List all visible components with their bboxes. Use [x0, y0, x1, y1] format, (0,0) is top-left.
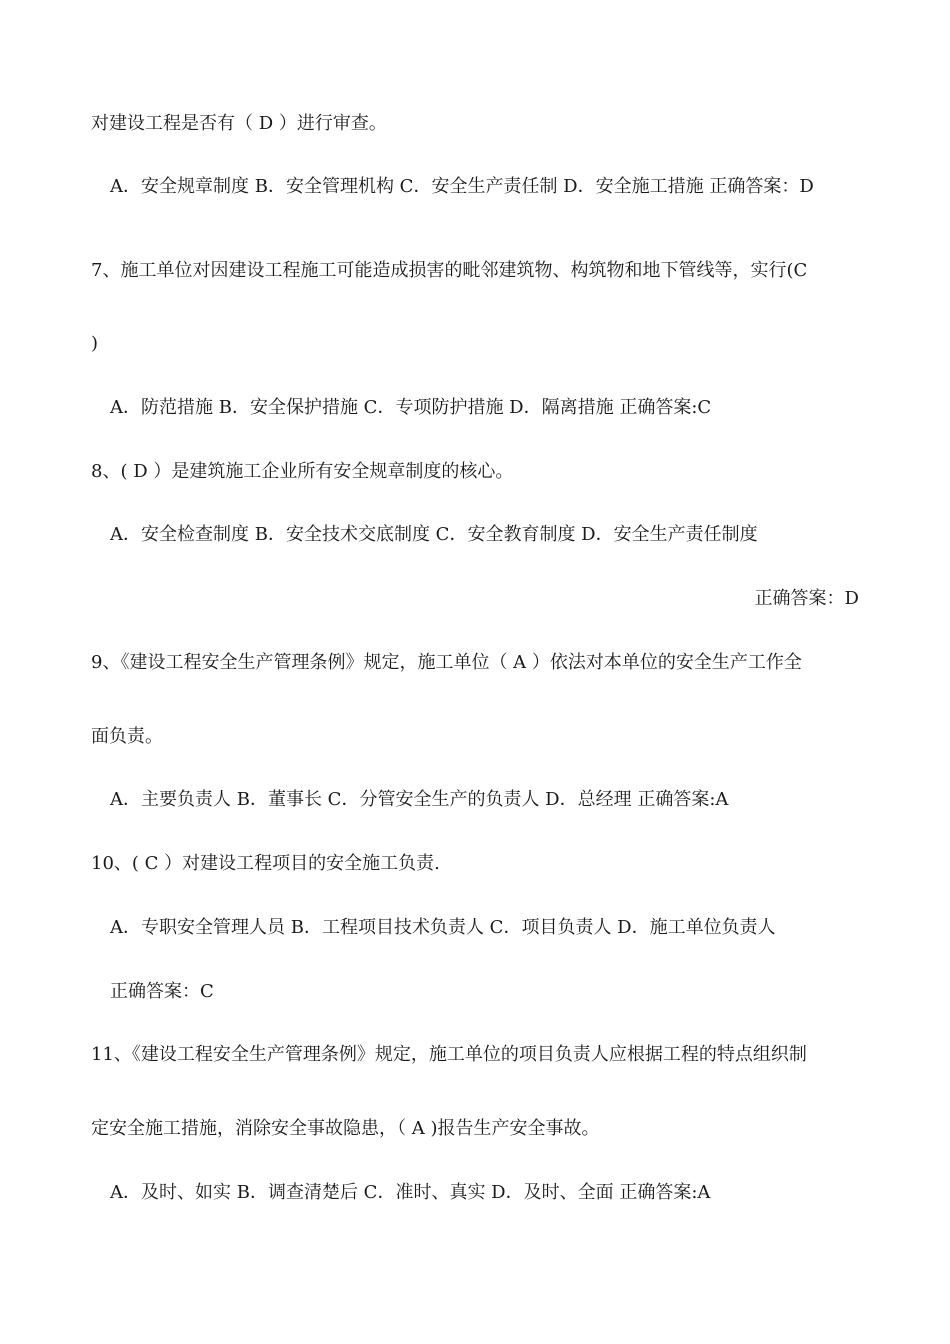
- question-7-stem: 7、施工单位对因建设工程施工可能造成损害的毗邻建筑物、构筑物和地下管线等，实行(C: [91, 260, 808, 281]
- question-6-options: A．安全规章制度 B．安全管理机构 C．安全生产责任制 D．安全施工措施 正确答案：D: [110, 176, 814, 197]
- question-10-options: A．专职安全管理人员 B．工程项目技术负责人 C．项目负责人 D．施工单位负责人: [110, 917, 776, 938]
- question-10-stem: 10、( C ）对建设工程项目的安全施工负责.: [91, 853, 440, 874]
- question-7-options: A．防范措施 B．安全保护措施 C．专项防护措施 D．隔离措施 正确答案:C: [110, 397, 712, 418]
- question-6-stem-continued: 对建设工程是否有（ D ）进行审查。: [91, 113, 387, 134]
- question-11-stem: 11、《建设工程安全生产管理条例》规定，施工单位的项目负责人应根据工程的特点组织制: [91, 1044, 807, 1065]
- question-9-stem: 9、《建设工程安全生产管理条例》规定，施工单位（ A ）依法对本单位的安全生产工作全: [91, 652, 802, 673]
- question-11-stem-continued: 定安全施工措施，消除安全事故隐患，（ A )报告生产安全事故。: [91, 1118, 600, 1139]
- question-7-stem-continued: ): [91, 333, 99, 354]
- question-8-answer: 正确答案：D: [754, 588, 859, 609]
- question-8-options: A．安全检查制度 B．安全技术交底制度 C．安全教育制度 D．安全生产责任制度: [110, 524, 758, 545]
- question-11-options: A．及时、如实 B．调查清楚后 C．准时、真实 D．及时、全面 正确答案:A: [110, 1182, 711, 1203]
- question-9-stem-continued: 面负责。: [91, 726, 163, 747]
- question-9-options: A．主要负责人 B．董事长 C．分管安全生产的负责人 D．总经理 正确答案:A: [110, 789, 729, 810]
- question-8-stem: 8、( D ）是建筑施工企业所有安全规章制度的核心。: [91, 461, 514, 482]
- question-10-answer: 正确答案：C: [110, 981, 214, 1002]
